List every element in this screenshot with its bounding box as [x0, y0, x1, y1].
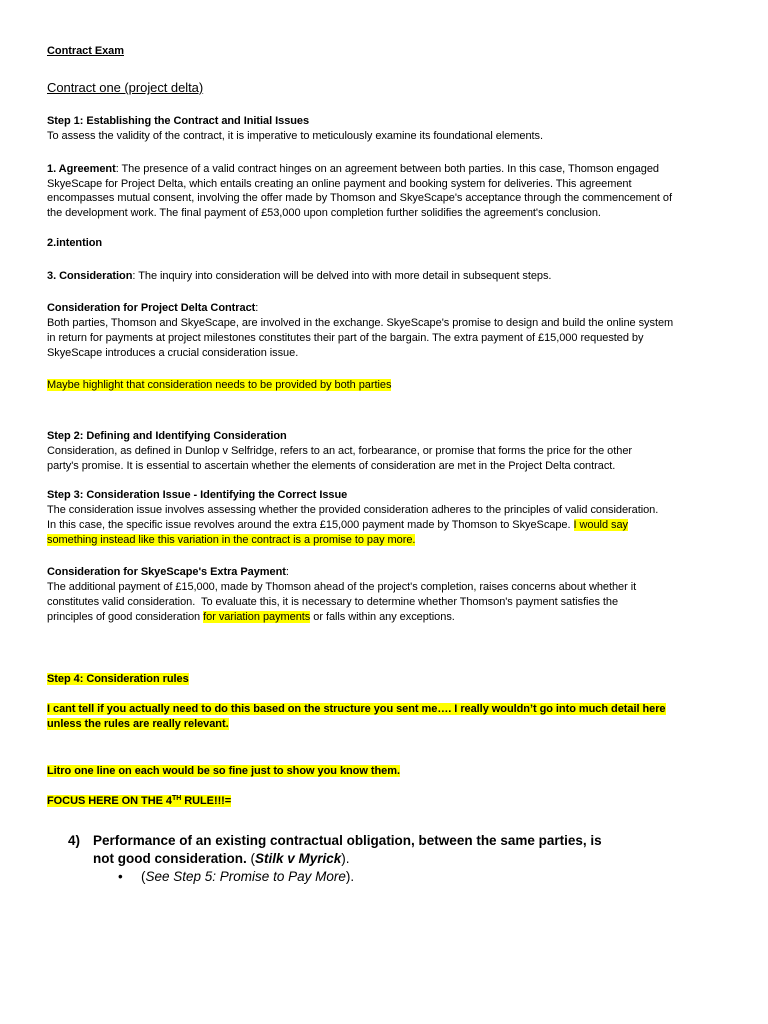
comment-line [47, 378, 391, 393]
agreement-label: 1. Agreement [47, 163, 116, 175]
step3-line [47, 533, 415, 548]
rule-line: Performance of an existing contractual obligation, between the same parties, is [93, 833, 602, 848]
comment-line [47, 764, 400, 779]
highlighted-comment: unless the rules are really relevant. [47, 718, 229, 730]
comment-line [47, 702, 666, 717]
bullet-icon: • [118, 869, 123, 884]
focus-tail: RULE!!!= [181, 795, 232, 807]
project-delta-heading-line [47, 301, 258, 316]
extra-payment-text: or falls within any exceptions. [310, 611, 455, 623]
highlighted-comment: Litro one line on each would be so fine just to show you know them. [47, 765, 400, 777]
step2-heading: Step 2: Defining and Identifying Consideration [47, 430, 287, 442]
ref-open: ( [141, 869, 146, 884]
rule-number: 4) [68, 833, 81, 848]
consideration-label: 3. Consideration [47, 270, 133, 282]
step4-heading: Step 4: Consideration rules [47, 673, 189, 685]
cross-reference: See Step 5: Promise to Pay More [145, 869, 346, 884]
step2-line: Consideration, as defined in Dunlop v Selfridge, refers to an act, forbearance, or promise that forms the price for the other [47, 445, 633, 457]
consideration-line [47, 269, 551, 284]
step3-line [47, 518, 628, 533]
step3-text: In this case, the specific issue revolves around the extra £15,000 payment made by Thomson to SkyeScape. [47, 519, 574, 531]
rule-line [93, 850, 350, 867]
consideration-text: : The inquiry into consideration will be delved into with more detail in subsequent steps. [132, 270, 552, 282]
case-close: ). [341, 851, 350, 866]
bullet-item [141, 868, 354, 885]
highlighted-comment: for variation payments [203, 611, 311, 623]
agreement-line [47, 162, 659, 177]
case-name: Stilk v Myrick [255, 851, 342, 866]
extra-payment-line: The additional payment of £15,000, made by Thomson ahead of the project's completion, raises concerns about whether it [47, 581, 637, 593]
ref-close: ). [345, 869, 355, 884]
document-title: Contract Exam [47, 45, 124, 57]
heading-colon: : [285, 566, 289, 578]
project-delta-heading: Consideration for Project Delta Contract [47, 302, 256, 314]
step4-heading-line [47, 672, 189, 687]
focus-text: FOCUS HERE ON THE 4 [47, 795, 172, 807]
highlighted-comment: I cant tell if you actually need to do this based on the structure you sent me…. I really wouldn’t go into much detail here [47, 703, 666, 715]
rule-text: not good consideration. [93, 851, 247, 866]
heading-colon: : [255, 302, 259, 314]
project-delta-line: in return for payments at project milestones constitutes their part of the bargain. The extra payment of £15,000 requested by [47, 332, 644, 344]
extra-payment-heading: Consideration for SkyeScape's Extra Payment [47, 566, 286, 578]
project-delta-line: SkyeScape introduces a crucial consideration issue. [47, 347, 299, 359]
project-delta-line: Both parties, Thomson and SkyeScape, are involved in the exchange. SkyeScape's promise to design and build the online system [47, 317, 674, 329]
agreement-line: encompasses mutual consent, involving the offer made by Thomson and SkyeScape's acceptance through the commencement of [47, 192, 672, 204]
focus-comment [47, 795, 231, 807]
extra-payment-line: constitutes valid consideration. To evaluate this, it is necessary to determine whether Thomson's payment satisfies the [47, 596, 619, 608]
extra-payment-line [47, 610, 455, 625]
case-open: ( [246, 851, 255, 866]
extra-payment-heading-line [47, 565, 289, 580]
intention-heading: 2.intention [47, 237, 103, 249]
comment-line [47, 717, 229, 732]
agreement-line: SkyeScape for Project Delta, which entails creating an online payment and booking system for deliveries. This agreement [47, 178, 632, 190]
focus-line [47, 794, 231, 809]
step2-line: party's promise. It is essential to ascertain whether the elements of consideration are met in the Project Delta contract. [47, 460, 616, 472]
step1-intro: To assess the validity of the contract, it is imperative to meticulously examine its foundational elements. [47, 130, 543, 142]
ordinal-suffix: TH [171, 795, 182, 802]
agreement-line: the development work. The final payment of £53,000 upon completion further solidifies the agreement's conclusion. [47, 207, 601, 219]
step3-heading: Step 3: Consideration Issue - Identifying the Correct Issue [47, 489, 348, 501]
extra-payment-text: principles of good consideration [47, 611, 204, 623]
step1-heading: Step 1: Establishing the Contract and Initial Issues [47, 115, 310, 127]
step3-line: The consideration issue involves assessing whether the provided consideration adheres to the principles of valid consideration. [47, 504, 659, 516]
highlighted-comment: something instead like this variation in the contract is a promise to pay more. [47, 534, 416, 546]
agreement-text: : The presence of a valid contract hinges on an agreement between both parties. In this case, Thomson engaged [115, 163, 659, 175]
contract-heading: Contract one (project delta) [47, 80, 204, 95]
highlighted-comment: Maybe highlight that consideration needs to be provided by both parties [47, 379, 392, 391]
highlighted-comment: I would say [573, 519, 628, 531]
